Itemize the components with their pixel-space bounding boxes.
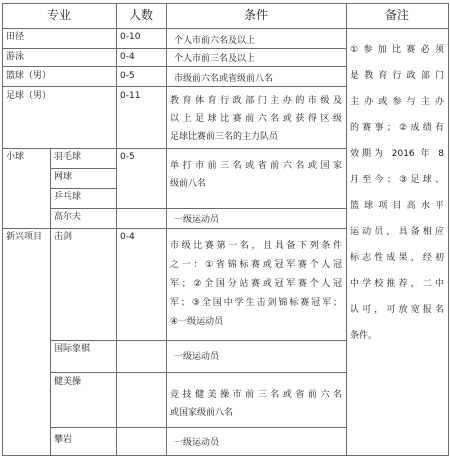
rule-row-5 — [2, 228, 346, 229]
condition-fencing-line-3: 军；②全国分站赛或冠军赛个人冠 — [170, 279, 342, 289]
sub-climbing: 攀岩 — [54, 435, 73, 445]
sub-tennis: 网球 — [54, 172, 73, 182]
major-lanqiu: 篮球（男） — [6, 71, 52, 81]
remark-line-12: 条件。 — [350, 331, 378, 341]
sub-pingpong: 乒乓球 — [54, 192, 82, 202]
condition-zuqiu-line-2: 以上足球比赛前六名或获得区级 — [170, 114, 342, 124]
major-zuqiu: 足球（男） — [6, 91, 52, 101]
sub-badminton: 羽毛球 — [54, 152, 82, 162]
rule-count-col — [116, 3, 117, 456]
rule-sub-1 — [50, 168, 116, 169]
remark-line-4: 的赛事；②成绩有 — [350, 123, 444, 133]
condition-xiaoqiu-line-1: 单打市前三名或省前六名或国家 — [170, 161, 342, 171]
header-major: 专业 — [46, 8, 71, 22]
group-xinxing: 新兴项目 — [6, 232, 43, 242]
condition-xiaoqiu-line-2: 级前八名 — [170, 179, 207, 189]
condition-youyong: 个人市前三名及以上 — [174, 54, 256, 64]
remark-line-10: 中学校推荐，二中 — [350, 279, 444, 289]
rule-sub-4 — [50, 340, 346, 341]
condition-tianjing: 个人市前六名及以上 — [174, 36, 256, 46]
count-xiaoqiu: 0-5 — [120, 152, 135, 162]
remark-line-9: 标志性成果，经初 — [350, 253, 444, 263]
header-remark: 备注 — [384, 8, 409, 22]
remark-line-5: 效期为 2016 年 8 — [350, 149, 444, 159]
count-tianjing: 0-10 — [120, 32, 141, 42]
rule-header-bottom — [2, 28, 448, 29]
count-zuqiu: 0-11 — [120, 91, 141, 101]
condition-golf: 一级运动员 — [174, 215, 220, 225]
header-count: 人数 — [128, 8, 153, 22]
remark-line-7: 篮球项目高水平 — [350, 201, 444, 211]
condition-fencing-line-5: ④一级运动员 — [170, 317, 224, 327]
major-youyong: 游泳 — [6, 52, 25, 62]
rule-left — [2, 3, 3, 456]
rule-condition-col — [166, 3, 167, 456]
condition-aerobics-line-1: 竞技健美操市前三名或省前六名 — [170, 390, 342, 400]
remark-line-8: 运动员，具备相应 — [350, 227, 444, 237]
sub-chess: 国际象棋 — [54, 344, 91, 354]
major-tianjing: 田径 — [6, 32, 25, 42]
remark-line-6: 月至今；③足球、 — [350, 175, 444, 185]
condition-zuqiu-line-3: 足球比赛前三名的主力队员 — [170, 132, 279, 142]
count-lanqiu: 0-5 — [120, 71, 135, 81]
condition-climbing: 一级运动员 — [174, 438, 220, 448]
rule-sub-5 — [50, 372, 346, 373]
remark-line-2: 是教育行政部门 — [350, 71, 444, 81]
rule-sub-2 — [50, 188, 116, 189]
rule-bottom — [2, 455, 448, 456]
condition-aerobics-line-2: 或国家级前八名 — [170, 408, 234, 418]
remark-line-1: ①参加比赛必须 — [350, 45, 444, 55]
condition-fencing-line-1: 市级比赛第一名，且具备下列条件 — [170, 241, 342, 251]
sub-aerobics: 健美操 — [54, 377, 82, 387]
remark-line-3: 主办或参与主办 — [350, 97, 444, 107]
rule-top — [2, 3, 448, 4]
condition-chess: 一级运动员 — [174, 352, 220, 362]
rule-row-4 — [2, 148, 346, 149]
sub-fencing: 击剑 — [54, 232, 73, 242]
condition-fencing-line-4: 军；③全国中学生击剑锦标赛冠军； — [170, 298, 342, 308]
count-xinxing: 0-4 — [120, 232, 135, 242]
rule-right — [448, 3, 449, 456]
header-condition: 条件 — [243, 8, 268, 22]
sub-golf: 高尔夫 — [54, 212, 82, 222]
rule-row-3 — [2, 86, 346, 87]
condition-zuqiu-line-1: 教育体育行政部门主办的市级及 — [170, 96, 342, 106]
rule-sub-3 — [50, 208, 346, 209]
remark-line-11: 认可，可放宽报名 — [350, 305, 444, 315]
rule-row-1 — [2, 48, 346, 49]
group-xiaoqiu: 小球 — [6, 152, 25, 162]
condition-lanqiu: 市级前六名或省级前八名 — [174, 74, 274, 84]
rule-sub-6 — [50, 427, 346, 428]
rule-remark-col — [346, 3, 347, 456]
rule-row-2 — [2, 66, 346, 67]
condition-fencing-line-2: 之一：①省锦标赛或冠军赛个人冠 — [170, 260, 342, 270]
count-youyong: 0-4 — [120, 52, 135, 62]
rule-group-col — [50, 148, 51, 455]
